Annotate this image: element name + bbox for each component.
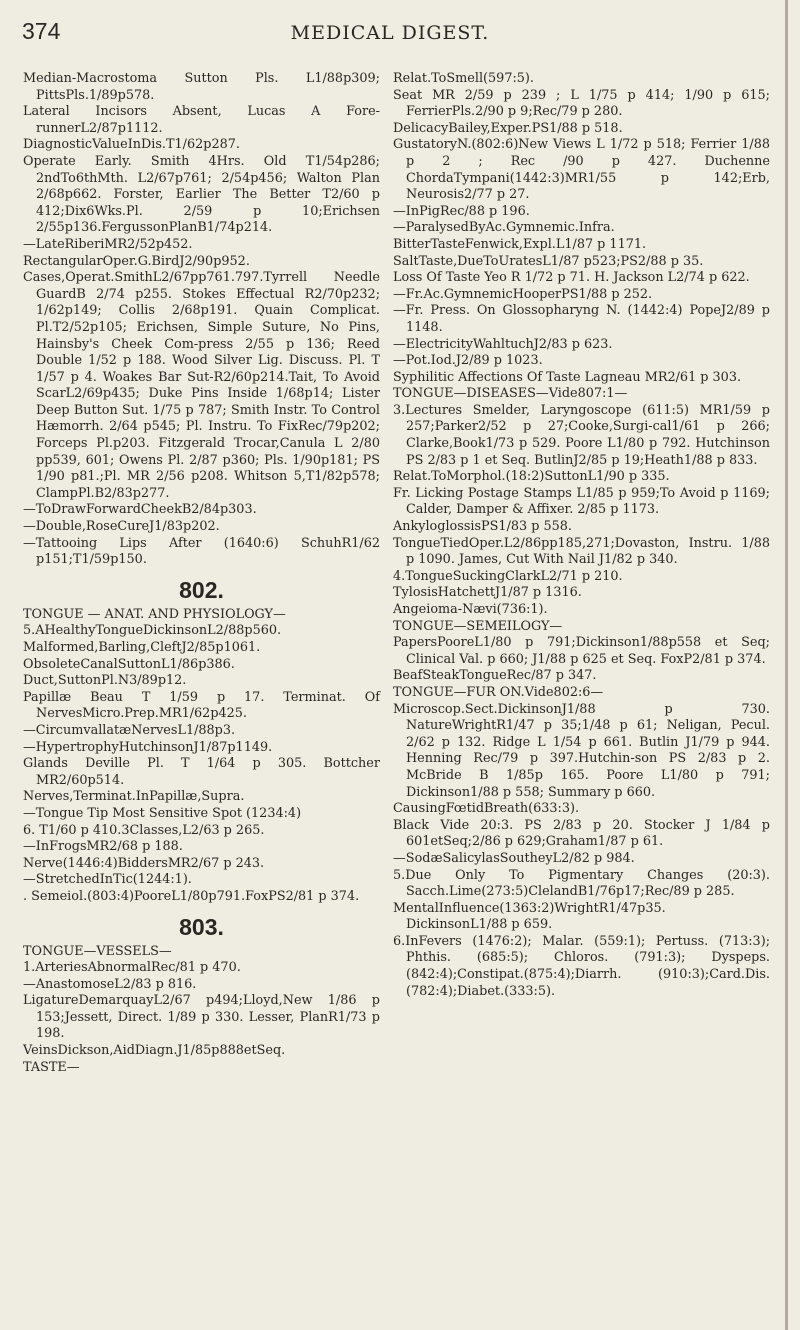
entry: Lateral Incisors Absent, Lucas A Fore-runnerL2/87p1112. — [23, 104, 380, 136]
entry: —InPigRec/88 p 196. — [393, 203, 530, 219]
entry: DelicacyBailey,Exper.PS1/88 p 518. — [393, 120, 623, 136]
entry: Nerve(1446:4)BiddersMR2/67 p 243. — [23, 855, 265, 871]
binding-edge-shadow — [785, 0, 788, 1330]
entry: 5.Due Only To Pigmentary Changes (20:3). Sacch.Lime(273:5)ClelandB1/76p17;Rec/89 p 285. — [393, 867, 770, 900]
entry: 6. T1/60 p 410.3Classes,L2/63 p 265. — [23, 822, 265, 838]
entry: Microscop.Sect.DickinsonJ1/88 p 730. NatureWrightR1/47 p 35;1/48 p 61; Neligan, Pecul. 2/62 p 132. Ridge L 1/54 p 661. Butlin J1/79 p 944. Henning Rec/79 p 397.Hutchin-son PS 2/83 p 2. McBride B 1/85p 165. Poore L1/80 p 791; Dickinson1/88 p 558; Summary p 660. — [393, 701, 770, 800]
entry-list-tongue-semeilogy — [393, 635, 770, 685]
entry-list-tongue-fur — [393, 702, 770, 1001]
entry-list-tongue-diseases — [393, 403, 770, 619]
entry: Median-Macrostoma Sutton Pls. L1/88p309; PittsPls.1/89p578. — [23, 71, 380, 103]
entry: —CircumvallatæNervesL1/88p3. — [23, 722, 236, 738]
entry: AnkyloglossisPS1/83 p 558. — [393, 519, 572, 535]
entry: Papillæ Beau T 1/59 p 17. Terminat. Of NervesMicro.Prep.MR1/62p425. — [23, 689, 380, 722]
entry: —ElectricityWahltuchJ2/83 p 623. — [393, 336, 613, 352]
entry: GustatoryN.(802:6)New Views L 1/72 p 518; Ferrier 1/88 p 2 ; Rec /90 p 427. Duchenne ChordaTympani(1442:3)MR1/55 p 142;Erb, Neurosis2/77 p 27. — [393, 137, 770, 203]
entry: —Pot.Iod.J2/89 p 1023. — [393, 353, 543, 369]
running-title: MEDICAL DIGEST. — [290, 22, 490, 44]
entry: VeinsDickson,AidDiagn.J1/85p888etSeq. — [23, 1043, 286, 1059]
entry: Relat.ToSmell(597:5). — [393, 71, 534, 86]
entry: . Semeiol.(803:4)PooreL1/80p791.FoxPS2/81 p 374. — [23, 888, 360, 904]
entry: 5.AHealthyTongueDickinsonL2/88p560. — [23, 623, 282, 639]
entry: LigatureDemarquayL2/67 p494;Lloyd,New 1/86 p 153;Jessett, Direct. 1/89 p 330. Lesser, PlanR1/73 p 198. — [23, 993, 380, 1042]
entry: 3.Lectures Smelder, Laryngoscope (611:5) MR1/59 p 257;Parker2/52 p 27;Cooke,Surgi-cal1/61 p 266; Clarke,Book1/73 p 529. Poore L1/80 p 792. Hutchinson PS 2/83 p 1 et Seq. ButlinJ2/85 p 19;Heath1/88 p 833. — [393, 402, 770, 468]
entry: Loss Of Taste Yeo R 1/72 p 71. H. Jackson L2/74 p 622. — [393, 270, 750, 286]
entry: —LateRiberiMR2/52p452. — [23, 236, 193, 252]
entry: Black Vide 20:3. PS 2/83 p 20. Stocker J 1/84 p 601etSeq;2/86 p 629;Graham1/87 p 61. — [393, 817, 770, 850]
page-header — [0, 18, 780, 48]
section-number-802: 802. — [179, 576, 224, 603]
entry: —ParalysedByAc.Gymnemic.Infra. — [393, 220, 615, 236]
entry: —Tattooing Lips After (1640:6) SchuhR1/62 p151;T1/59p150. — [23, 535, 380, 568]
entry: —HypertrophyHutchinsonJ1/87p1149. — [23, 739, 273, 755]
right-column — [393, 71, 770, 1000]
entry: Angeioma-Nævi(736:1). — [393, 602, 548, 617]
entry: Seat MR 2/59 p 239 ; L 1/75 p 414; 1/90 p 615; FerrierPls.2/90 p 9;Rec/79 p 280. — [393, 87, 770, 120]
entry: 1.ArteriesAbnormalRec/81 p 470. — [23, 960, 241, 976]
entry: —Fr. Press. On Glossopharyng N. (1442:4) PopeJ2/89 p 1148. — [393, 303, 770, 335]
section-heading-tongue-anat: TONGUE — ANAT. AND PHYSIOLOGY— — [23, 606, 286, 622]
entry: MentalInfluence(1363:2)WrightR1/47p35. DickinsonL1/88 p 659. — [393, 900, 666, 933]
entry-list-taste — [393, 71, 770, 386]
entry: —AnastomoseL2/83 p 816. — [23, 976, 197, 992]
entry: Cases,Operat.SmithL2/67pp761.797.Tyrrell Needle GuardB 2/74 p255. Stokes Effectual R2/70p232; 1/62p149; Collis 2/68p191. Quain Complicat. Pl.T2/52p105; Erichsen, Simple Suture, No Pins, Hainsby's Cheek Com-press 2/55 p 136; Reed Double 1/52 p 188. Wood Silver Lig. Discuss. Pl. T 1/57 p 4. Woakes Bar Sut-R2/60p214.Tait, To Avoid ScarL2/69p435; Duke Pins Inside 1/68p14; Lister Deep Button Sut. 1/75 p 787; Smith Instr. To Control Hæmorrh. 2/64 p545; Pl. Instru. To FixRec/79p202; Forceps Pl.p203. Fitzgerald Trocar,Canula L 2/80 pp539, 601; Owens Pl. 2/87 p360; Pls. 1/90p181; PS 1/90 p81.;Pl. MR 2/56 p208. Whitson 5,T1/82p578; ClampPl.B2/83p277. — [23, 270, 380, 501]
entry: 6.InFevers (1476:2); Malar. (559:1); Pertuss. (713:3); Phthis. (685:5); Chloros. (791:3); Dyspeps.(842:4);Constipat.(875:4);Diarrh. (910:3);Card.Dis.(782:4);Diabet.(333:5). — [393, 933, 770, 999]
entry: Nerves,Terminat.InPapillæ,Supra. — [23, 789, 245, 805]
entry: Operate Early. Smith 4Hrs. Old T1/54p286; 2ndTo6thMth. L2/67p761; 2/54p456; Walton Plan 2/68p662. Forster, Earlier The Better T2/60 p 412;Dix6Wks.Pl. 2/59 p 10;Erichsen 2/55p136.FergussonPlanB1/74p214. — [23, 153, 380, 236]
entry: —StretchedInTic(1244:1). — [23, 872, 192, 888]
section-heading-tongue-diseases: TONGUE—DISEASES—Vide807:1— — [393, 386, 628, 402]
entry: —Fr.Ac.GymnemicHooperPS1/88 p 252. — [393, 286, 653, 302]
entry: TylosisHatchettJ1/87 p 1316. — [393, 585, 582, 601]
section-heading-tongue-fur: TONGUE—FUR ON.Vide802:6— — [393, 684, 604, 700]
entry: Malformed,Barling,CleftJ2/85p1061. — [23, 640, 261, 655]
entry: —Double,RoseCureJ1/83p202. — [23, 519, 220, 535]
entry-list-tongue-vessels — [23, 960, 380, 1076]
entry: —Tongue Tip Most Sensitive Spot (1234:4) — [23, 805, 302, 821]
section-heading-taste: TASTE— — [23, 1059, 80, 1075]
section-heading-tongue-semeilogy: TONGUE—SEMEILOGY— — [393, 618, 563, 634]
section-heading-tongue-vessels: TONGUE—VESSELS— — [23, 943, 172, 959]
entry: —SodæSalicylasSoutheyL2/82 p 984. — [393, 850, 635, 866]
entry: Glands Deville Pl. T 1/64 p 305. Bottcher MR2/60p514. — [23, 756, 380, 788]
entry: —InFrogsMR2/68 p 188. — [23, 839, 183, 855]
entry: SaltTaste,DueToUratesL1/87 p523;PS2/88 p 35. — [393, 253, 704, 269]
entry: ObsoleteCanalSuttonL1/86p386. — [23, 656, 235, 672]
section-number-803: 803. — [179, 913, 224, 940]
entry: Duct,SuttonPl.N3/89p12. — [23, 673, 187, 689]
entry: 4.TongueSuckingClarkL2/71 p 210. — [393, 568, 623, 584]
entry: TongueTiedOper.L2/86pp185,271;Dovaston, Instru. 1/88 p 1090. James, Cut With Nail J1/82 p 340. — [393, 535, 770, 568]
entry: RectangularOper.G.BirdJ2/90p952. — [23, 253, 250, 269]
entry: CausingFœtidBreath(633:3). — [393, 801, 580, 817]
entry-list-lips — [23, 71, 380, 569]
entry: BeafSteakTongueRec/87 p 347. — [393, 668, 597, 684]
entry: Fr. Licking Postage Stamps L1/85 p 959;To Avoid p 1169; Calder, Damper & Affixer. 2/85 p 1173. — [393, 485, 770, 518]
entry: Syphilitic Affections Of Taste Lagneau MR2/61 p 303. — [393, 369, 742, 385]
page-number: 374 — [22, 18, 61, 44]
entry: Relat.ToMorphol.(18:2)SuttonL1/90 p 335. — [393, 469, 670, 485]
entry: BitterTasteFenwick,Expl.L1/87 p 1171. — [393, 236, 647, 252]
entry: DiagnosticValueInDis.T1/62p287. — [23, 137, 240, 153]
entry: PapersPooreL1/80 p 791;Dickinson1/88p558 et Seq; Clinical Val. p 660; J1/88 p 625 et Seq. FoxP2/81 p 374. — [393, 635, 770, 667]
entry-list-tongue-anat — [23, 623, 380, 905]
entry: —ToDrawForwardCheekB2/84p303. — [23, 502, 257, 518]
left-column — [23, 71, 380, 1076]
